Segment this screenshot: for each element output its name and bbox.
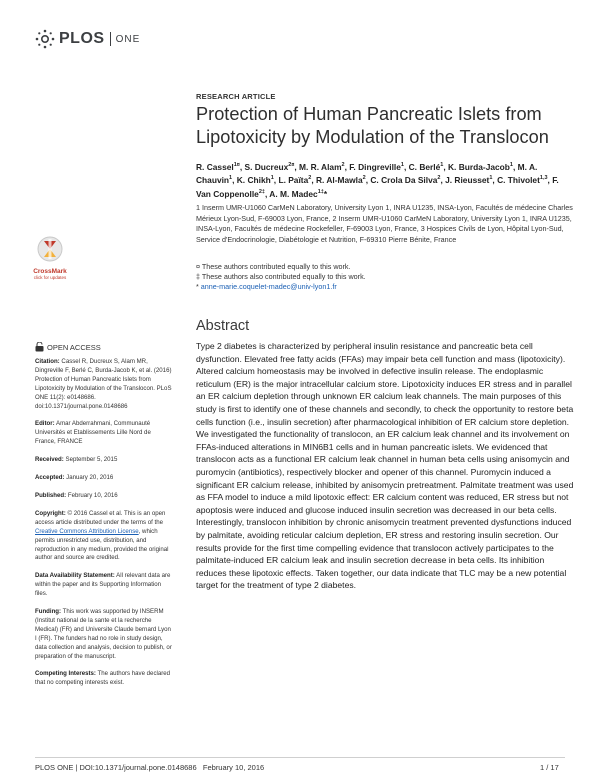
plos-logo-icon xyxy=(34,28,56,50)
citation-text: Cassel R, Ducreux S, Alam MR, Dingreville F, Berlé C, Burda-Jacob K, et al. (2016) Protection of Human Pancreatic Islets from Lipotoxicity by Modulation of the Translocon. PLoS ONE 11(2): e0148686. doi:10.1371/journal.pone.0148686 xyxy=(35,358,172,410)
competing-interests xyxy=(35,670,173,688)
open-lock-icon xyxy=(35,342,44,352)
article-metadata-sidebar xyxy=(35,358,173,697)
copyright-text-pre: © 2016 Cassel et al. This is an open access article distributed under the terms of the xyxy=(35,509,166,526)
published-date xyxy=(35,492,173,501)
email-prefix: * xyxy=(196,282,201,291)
corresponding-email-line xyxy=(196,282,576,292)
license-link[interactable]: Creative Commons Attribution License xyxy=(35,527,139,535)
equal-contribution-note-2: ‡ These authors also contributed equally to this work. xyxy=(196,272,366,281)
accepted-value: January 20, 2016 xyxy=(66,474,114,482)
open-access-badge xyxy=(35,342,101,352)
equal-contribution-note: ¤ These authors contributed equally to this work. xyxy=(196,262,351,271)
editor-label: Editor: xyxy=(35,420,55,428)
citation xyxy=(35,358,173,411)
crossmark-icon xyxy=(37,236,63,262)
journal-subname: ONE xyxy=(115,33,141,45)
author-list: R. Cassel$^{1¤}$, S. Ducreux$^{2¤}$, M. R. Alam$^2$, F. Dingreville$^1$, C. Berlé$^1$, K. Burda-Jacob$^1$, M. A. Chauvin$^1$, K. Chikh$^1$, L. Païta$^2$, R. Al-Mawla$^2$, C. Crola Da Silva$^2$, J. Rieusset$^1$, C. Thivolet$^{1,3}$, F. Van Coppenolle$^{2\ddagger}$, A. M. Madec$^{1\ddagger}$* xyxy=(196,161,559,199)
editor xyxy=(35,420,173,447)
copyright-label: Copyright: xyxy=(35,509,66,517)
abstract-heading: Abstract xyxy=(196,318,250,334)
competing-interests-text: The authors have declared that no competing interests exist. xyxy=(35,670,171,687)
received-date xyxy=(35,456,173,465)
footer-divider xyxy=(35,757,565,758)
journal-logo[interactable] xyxy=(34,28,140,50)
copyright-text-post: , which permits unrestricted use, distribution, and reproduction in any medium, provided the original author and source are credited. xyxy=(35,527,169,562)
competing-interests-label: Competing Interests: xyxy=(35,670,96,678)
copyright xyxy=(35,510,173,563)
received-value: September 5, 2015 xyxy=(65,456,118,464)
data-availability-label: Data Availability Statement: xyxy=(35,572,115,580)
accepted-date xyxy=(35,474,173,483)
data-availability xyxy=(35,572,173,599)
corresponding-email-link[interactable]: anne-marie.coquelet-madec@univ-lyon1.fr xyxy=(200,282,337,291)
funding-label: Funding: xyxy=(35,608,62,616)
published-value: February 10, 2016 xyxy=(67,491,118,499)
published-label: Published: xyxy=(35,491,67,499)
editor-text: Amar Abderrahmani, Communauté Universités et Etablissements Lille Nord de France, FRANCE xyxy=(35,420,151,446)
author-notes xyxy=(196,262,576,292)
funding-text: This work was supported by INSERM (Institut national de la sante et la recherche Medical) (FR) and Universite Claude bernard Lyon I (FR). The funders had no role in study design, data collection and analysis, decision to publish, or preparation of the manuscript. xyxy=(35,608,172,660)
data-availability-text: All relevant data are within the paper and its Supporting Information files. xyxy=(35,572,171,598)
logo-divider xyxy=(110,32,111,46)
article-type: RESEARCH ARTICLE xyxy=(196,92,276,101)
journal-name: PLOS xyxy=(59,30,105,47)
abstract-body: Type 2 diabetes is characterized by peripheral insulin resistance and pancreatic beta cell dysfunction. Elevated free fatty acids (FFAs) may impair beta cell function and mass (lipotoxicity). Altered calcium homeostasis may be involved in defective insulin release. The endoplasmic reticulum (ER) is the major intracellular calcium store. Lipotoxicity induces ER stress and in parallel an ER calcium depletion through unknown ER calcium leak channels. The main purposes of this study is first to identify one of these channels and secondly, to check the opportunity to restore beta cells function (i.e., insulin secretion) after pharmacological inhibition of ER calcium store depletion. We investigated the functionality of translocon, an ER calcium leak channel and its involvement on FFAs-induced alterations in MIN6B1 cells and in human pancreatic islets. We evidenced that translocon acts as a functional ER calcium leak channel in human beta cells using anisomycin and puromycin (antibiotics), respectively blocker and opener of this channel. Puromycin induced a significant ER calcium release, inhibited by anisomycin pretreatment. Palmitate treatment was used as FFA model to induce a mild lipotoxic effect: ER calcium content was reduced, ER stress but not apoptosis were induced and glucose induced insulin secretion was decreased in our beta cells. Interestingly, translocon inhibition by chronic anisomycin treatment prevented dysfunctions induced by palmitate, avoiding reticular calcium depletion, ER stress and restoring insulin secretion. Our results provide for the first time compelling evidence that translocon actively participates to the palmitate-induced ER calcium leak and insulin secretion decrease in beta cells. Its inhibition reduces these lipotoxic effects. Taken together, our data indicate that TLC may be a new potential target for the treatment of type 2 diabetes. xyxy=(196,341,574,591)
open-access-label: OPEN ACCESS xyxy=(47,342,101,352)
article-title: Protection of Human Pancreatic Islets from Lipotoxicity by Modulation of the Translocon xyxy=(196,104,549,147)
crossmark-label: CrossMark xyxy=(33,268,67,275)
received-label: Received: xyxy=(35,456,64,464)
funding xyxy=(35,608,173,661)
crossmark-badge[interactable] xyxy=(30,236,70,280)
crossmark-sub: click for updates xyxy=(33,275,67,280)
footer-citation: PLOS ONE | DOI:10.1371/journal.pone.0148686 February 10, 2016 xyxy=(35,763,265,772)
affiliations: 1 Inserm UMR-U1060 CarMeN Laboratory, University Lyon 1, INRA U1235, INSA-Lyon, Facultés de médecine Charles Mérieux Lyon-Sud, F-69003 Lyon, France, 2 Inserm UMR-U1060 CarMeN Laboratory, University Lyon 1, INRA U1235, INSA-Lyon, Facultés de médecine Rockefeller, F-69003 Lyon, France, 3 Hospices Civils de Lyon, Hôpital Lyon-Sud, Service d'Endocrinologie, Diabétologie et Nutrition, F-69310 Pierre Bénite, France xyxy=(196,203,573,244)
citation-label: Citation: xyxy=(35,358,60,365)
page-number: 1 / 17 xyxy=(540,763,559,772)
accepted-label: Accepted: xyxy=(35,474,65,482)
